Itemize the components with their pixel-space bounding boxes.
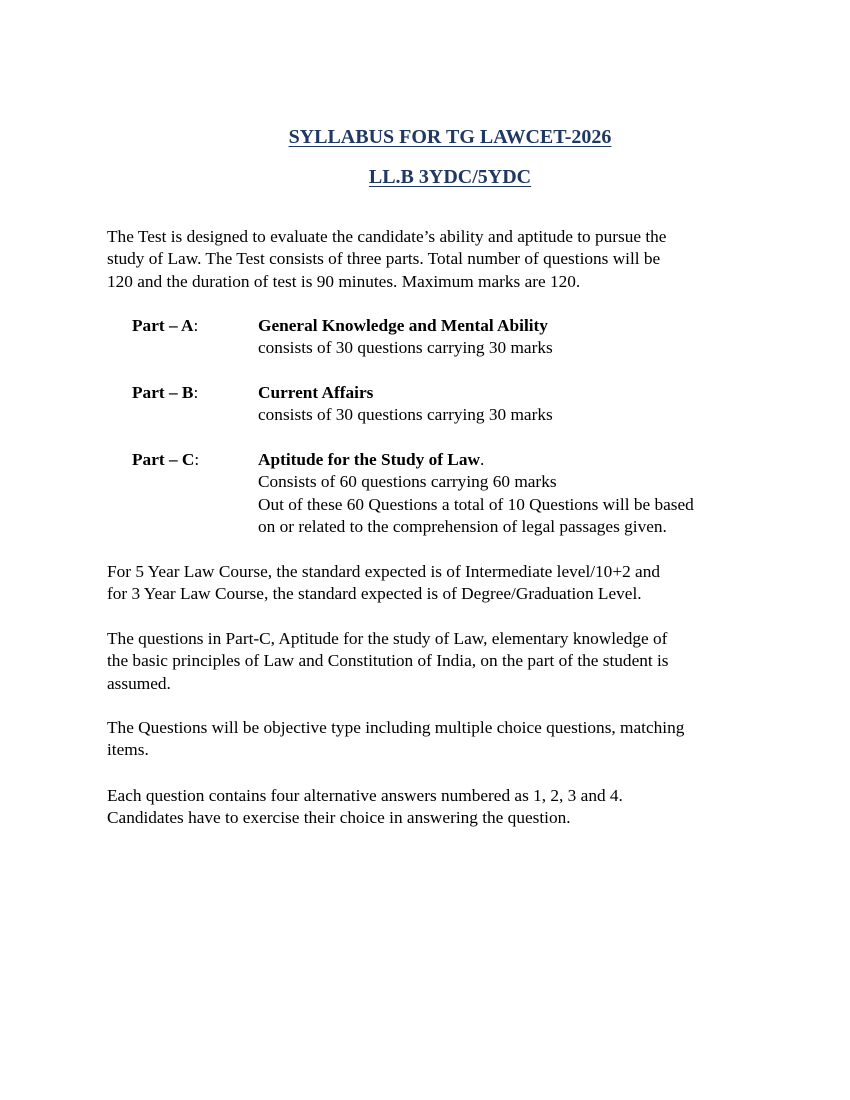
document-subtitle: LL.B 3YDC/5YDC	[368, 166, 532, 188]
alternatives-paragraph	[107, 785, 767, 830]
part-c-body: Aptitude for the Study of Law. Consists of 60 questions carrying 60 marks Out of these 60 Questions a total of 10 Questions will be based on or related to the comprehension of legal passages given.	[258, 449, 768, 538]
part-a-label: Part – A:	[132, 316, 199, 335]
part-a-detail: consists of 30 questions carrying 30 marks	[258, 338, 553, 358]
level-line: For 5 Year Law Course, the standard expected is of Intermediate level/10+2 and	[107, 562, 660, 581]
part-b-detail: consists of 30 questions carrying 30 marks	[258, 405, 553, 425]
part-c-label: Part – C:	[132, 450, 200, 469]
part-b-label: Part – B:	[132, 383, 199, 402]
objective-type-paragraph	[107, 717, 767, 762]
alternatives-line: Candidates have to exercise their choice in answering the question.	[107, 808, 571, 828]
intro-line: study of Law. The Test consists of three parts. Total number of questions will be	[107, 249, 661, 269]
partc-note-line: The questions in Part-C, Aptitude for the study of Law, elementary knowledge of	[107, 629, 668, 648]
part-c-note-paragraph	[107, 628, 767, 695]
part-c-detail: on or related to the comprehension of legal passages given.	[258, 516, 667, 536]
document-title: SYLLABUS FOR TG LAWCET-2026	[288, 126, 612, 148]
intro-paragraph	[107, 226, 767, 293]
alternatives-line: Each question contains four alternative answers numbered as 1, 2, 3 and 4.	[107, 786, 623, 805]
intro-line: The Test is designed to evaluate the candidate’s ability and aptitude to pursue the	[107, 227, 667, 246]
part-b-body	[258, 382, 768, 427]
partc-note-line: the basic principles of Law and Constitution of India, on the part of the student is	[107, 651, 669, 671]
objective-line: The Questions will be objective type including multiple choice questions, matching	[107, 718, 685, 737]
course-level-paragraph	[107, 561, 767, 606]
part-c-detail: Consists of 60 questions carrying 60 marks	[258, 472, 557, 492]
part-c-name: Aptitude for the Study of Law	[258, 450, 480, 469]
part-c-detail: Out of these 60 Questions a total of 10 Questions will be based	[258, 494, 694, 514]
part-a-body	[258, 315, 768, 360]
partc-note-line: assumed.	[107, 673, 171, 693]
objective-line: items.	[107, 740, 149, 760]
level-line: for 3 Year Law Course, the standard expected is of Degree/Graduation Level.	[107, 584, 642, 604]
part-b-name: Current Affairs	[258, 383, 374, 402]
intro-line: 120 and the duration of test is 90 minutes. Maximum marks are 120.	[107, 271, 581, 291]
part-a-name: General Knowledge and Mental Ability	[258, 316, 548, 335]
